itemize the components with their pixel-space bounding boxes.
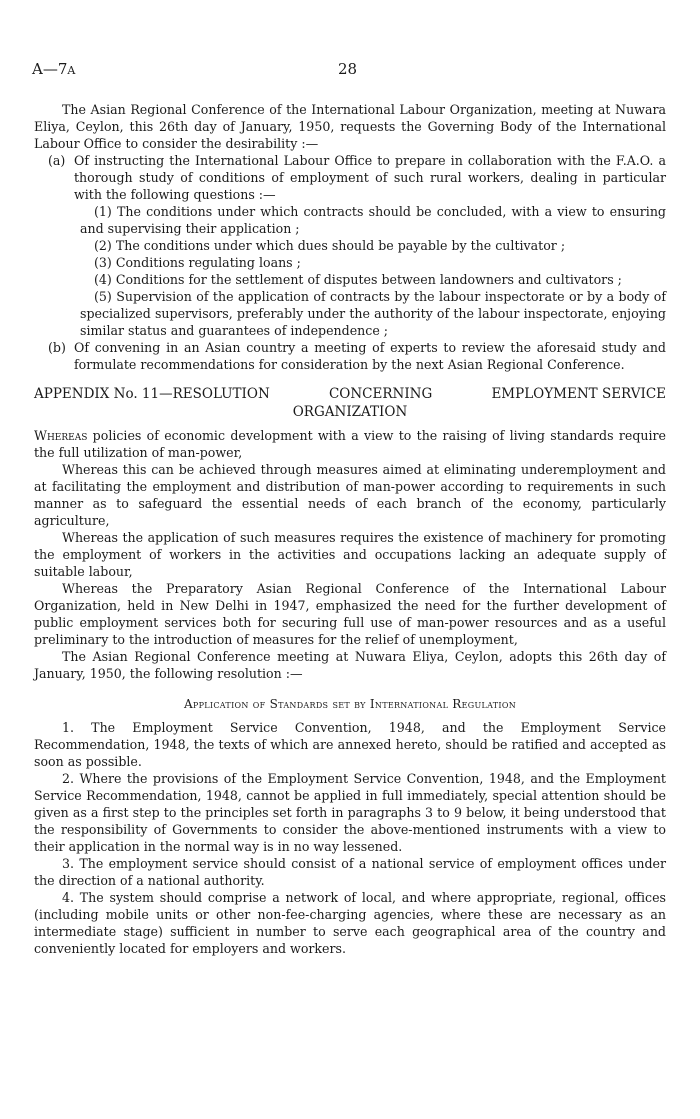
item-text: Of instructing the International Labour Office to prepare in collaboration with the F.A.O. a thorough study of conditions of employment of such rural workers, dealing in particular with the following questions :— (74, 153, 666, 202)
reference-sub: A (67, 64, 76, 77)
preamble-first-text: policies of economic development with a view to the raising of living standards require the full utilization of man-power, (34, 428, 666, 460)
item-label: (b) (48, 340, 66, 355)
item-label: (a) (48, 153, 66, 168)
list-item-b (48, 339, 666, 373)
preamble-first-word: Whereas (34, 428, 88, 443)
document-body (34, 101, 666, 957)
preamble-paragraph: The Asian Regional Conference meeting at Nuwara Eliya, Ceylon, adopts this 26th day of January, 1950, the following resolution :— (34, 649, 666, 681)
question-1: (1) The conditions under which contracts should be concluded, with a view to ensuring and supervising their application ; (80, 204, 666, 236)
page-number: 28 (338, 60, 358, 78)
resolution-paragraph: 2. Where the provisions of the Employment Service Convention, 1948, and the Employment Service Recommendation, 1948, cannot be applied in full immediately, special attention should be given as a first step to the principles set forth in paragraphs 3 to 9 below, it being understood that the responsibility of Governments to consider the above-mentioned instruments with a view to their application in the normal way is in no way lessened. (34, 771, 666, 854)
page-reference (32, 60, 75, 78)
item-text: Of convening in an Asian country a meeting of experts to review the aforesaid study and formulate recommendations for consideration by the next Asian Regional Conference. (74, 340, 666, 372)
appendix-heading-part: CONCERNING (328, 386, 433, 402)
section-heading: Application of Standards set by International Regulation (183, 697, 517, 711)
reference-main: A—7 (32, 60, 68, 78)
appendix-heading-part: APPENDIX No. 11—RESOLUTION (34, 386, 270, 402)
appendix-heading (34, 385, 666, 421)
question-5: (5) Supervision of the application of contracts by the labour inspectorate or by a body of specialized supervisors, preferably under the authority of the labour inspectorate, enjoying similar status and guarantees of independence ; (80, 289, 666, 338)
preamble-paragraph: Whereas the application of such measures requires the existence of machinery for promoting the employment of workers in the activities and occupations lacking an adequate supply of suitable labour, (34, 530, 666, 579)
resolution-paragraph: 1. The Employment Service Convention, 1948, and the Employment Service Recommendation, 1948, the texts of which are annexed hereto, should be ratified and accepted as soon as possible. (34, 720, 666, 769)
question-3: (3) Conditions regulating loans ; (94, 255, 301, 270)
preamble-paragraph: Whereas this can be achieved through measures aimed at eliminating underemployment and at facilitating the employment and distribution of man-power according to requirements in such manner as to safeguard the essential needs of each branch of the economy, particularly agriculture, (34, 462, 666, 528)
list-item-a (48, 152, 666, 203)
preamble-first (34, 427, 666, 461)
resolution-paragraph: 4. The system should comprise a network of local, and where appropriate, regional, offices (including mobile units or other non-fee-charging agencies, where these are necessary as an intermediate stage) sufficient in number to serve each geographical area of the country and conveniently located for employers and workers. (34, 890, 666, 956)
preamble-paragraph: Whereas the Preparatory Asian Regional Conference of the International Labour Organization, held in New Delhi in 1947, emphasized the need for the further development of public employment services both for securing full use of man-power resources and as a useful preliminary to the introduction of measures for the relief of unemployment, (34, 581, 666, 647)
resolution-paragraph: 3. The employment service should consist of a national service of employment offices under the direction of a national authority. (34, 856, 666, 888)
appendix-heading-line2: ORGANIZATION (292, 404, 408, 420)
appendix-heading-part: EMPLOYMENT SERVICE (491, 386, 666, 402)
question-4: (4) Conditions for the settlement of disputes between landowners and cultivators ; (94, 272, 622, 287)
question-2: (2) The conditions under which dues should be payable by the cultivator ; (94, 238, 566, 253)
intro-paragraph: The Asian Regional Conference of the International Labour Organization, meeting at Nuwara Eliya, Ceylon, this 26th day of January, 1950, requests the Governing Body of the International Labour Office to consider the desirability :— (34, 102, 666, 151)
